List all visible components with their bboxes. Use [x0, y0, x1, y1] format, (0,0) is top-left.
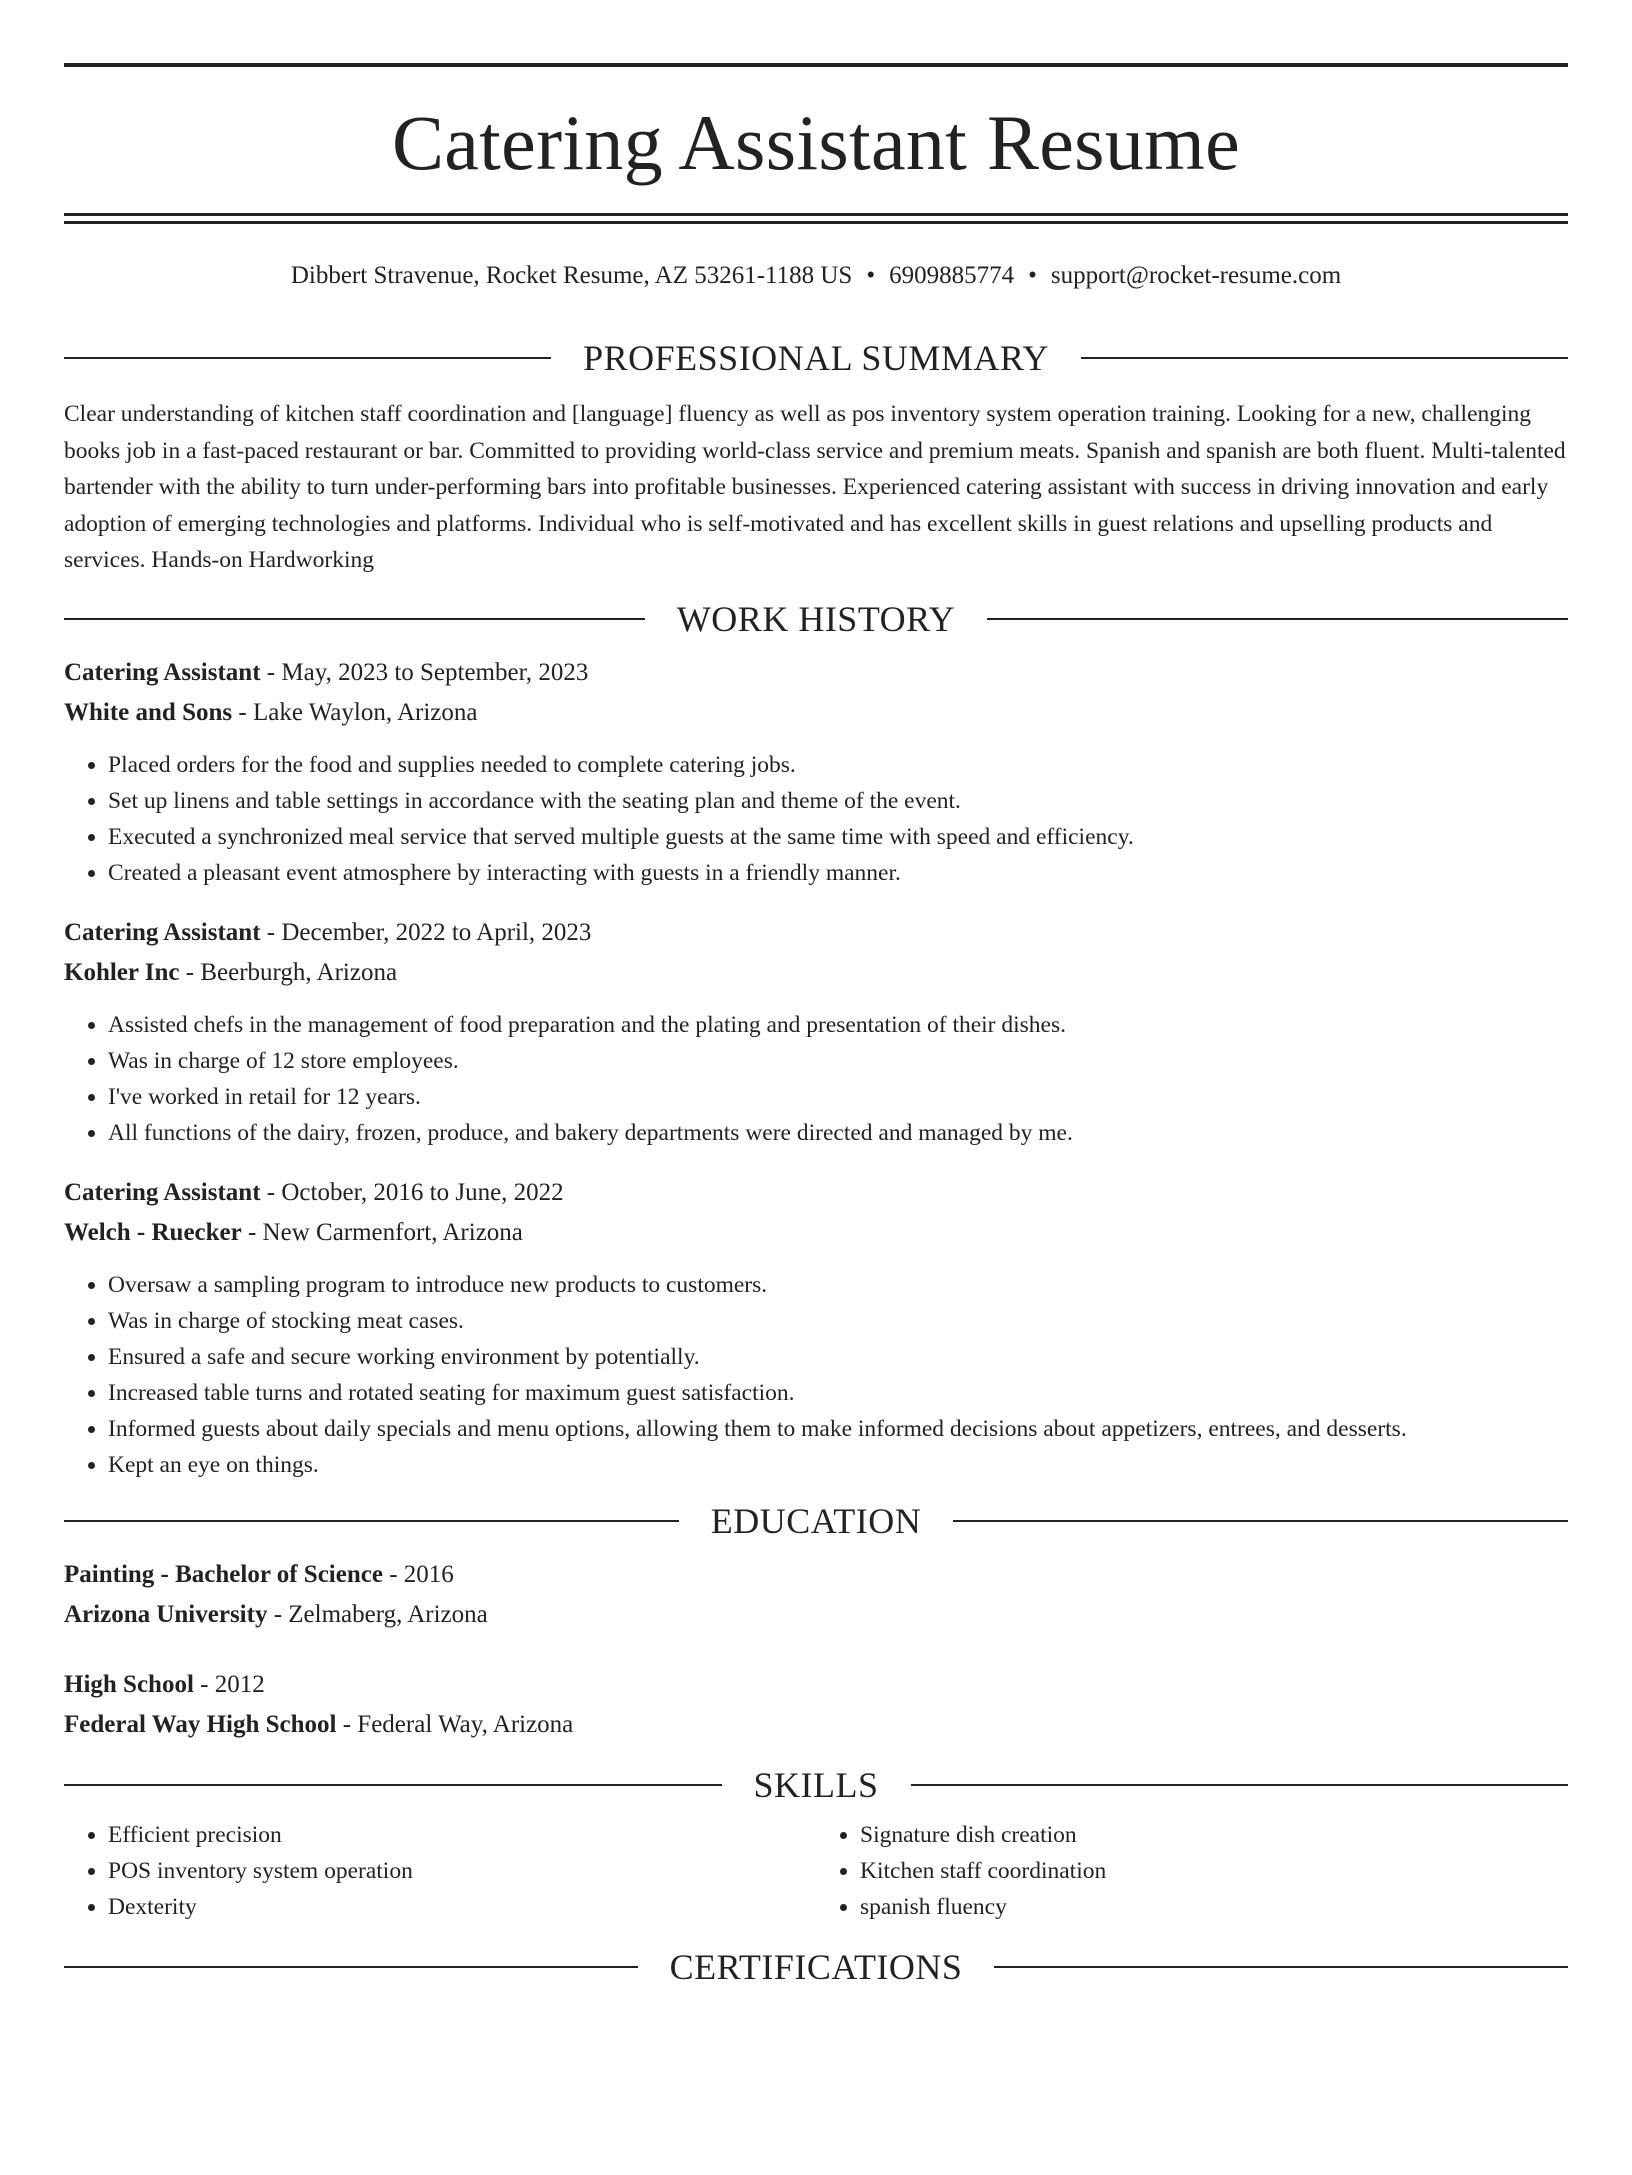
job-dates: - May, 2023 to September, 2023 [266, 658, 589, 686]
section-divider [64, 618, 645, 620]
section-divider [64, 1784, 722, 1786]
job-company-line [64, 1213, 1568, 1253]
job-title-line [64, 653, 1568, 693]
section-divider [994, 1966, 1568, 1968]
job-bullets [64, 1267, 1568, 1483]
education-school-line [64, 1705, 1568, 1745]
job-title-line [64, 913, 1568, 953]
job-bullet: • All functions of the dairy, frozen, produce, and bakery departments were directed and managed by me. [108, 1115, 1568, 1151]
education-school-line [64, 1595, 1568, 1635]
job-company-line [64, 953, 1568, 993]
section-divider [1081, 357, 1568, 359]
job-bullet: • Placed orders for the food and supplies needed to complete catering jobs. [108, 747, 1568, 783]
section-header-summary [64, 340, 1568, 376]
summary-paragraph: Clear understanding of kitchen staff coordination and [language] fluency as well as pos inventory system operation training. Looking for a new, challenging books job in a fast-paced restaurant or bar. Committed to providing world-class service and premium meats. Spanish and spanish are both fluent. Multi-talented bartender with the ability to turn under-performing bars into profitable businesses. Experienced catering assistant with success in driving innovation and early adoption of emerging technologies and platforms. Individual who is self-motivated and has excellent skills in guest relations and upselling products and services. Hands-on Hardworking [64, 401, 1566, 573]
job-company: Welch - Ruecker [64, 1218, 242, 1246]
job-bullet: • Created a pleasant event atmosphere by interacting with guests in a friendly manner. [108, 855, 1568, 891]
contact-separator: • [1028, 262, 1037, 289]
education-entry [64, 1555, 1568, 1635]
education-school: Arizona University [64, 1600, 268, 1628]
section-divider [64, 1966, 638, 1968]
job-company-line [64, 693, 1568, 733]
education-school: Federal Way High School [64, 1710, 337, 1738]
section-header-skills [64, 1764, 1568, 1805]
section-divider [953, 1520, 1568, 1522]
job-location: - Lake Waylon, Arizona [238, 698, 478, 726]
top-rule [64, 63, 1568, 67]
education-degree: High School [64, 1670, 194, 1698]
section-divider [64, 1520, 679, 1522]
contact-address: Dibbert Stravenue, Rocket Resume, AZ 53261-1188 US [290, 262, 853, 289]
job-bullet: • Ensured a safe and secure working environment by potentially. [108, 1339, 1568, 1375]
education-location: - Federal Way, Arizona [342, 1710, 574, 1738]
job-title-line [64, 1173, 1568, 1213]
section-title: CERTIFICATIONS [669, 1946, 963, 1987]
contact-email[interactable]: support@rocket-resume.com [1050, 262, 1342, 289]
section-divider [987, 618, 1568, 620]
job-bullet: • Informed guests about daily specials and menu options, allowing them to make informed decisions about appetizers, entrees, and desserts. [108, 1411, 1568, 1447]
job-bullet: • Kept an eye on things. [108, 1447, 1568, 1483]
education-entry [64, 1665, 1568, 1745]
job-bullets [64, 747, 1568, 891]
job-location: - New Carmenfort, Arizona [247, 1218, 523, 1246]
section-header-education [64, 1500, 1568, 1541]
education-location: - Zelmaberg, Arizona [273, 1600, 488, 1628]
education-degree: Painting - Bachelor of Science [64, 1560, 383, 1588]
job-bullet: • I've worked in retail for 12 years. [108, 1079, 1568, 1115]
job-bullets [64, 1007, 1568, 1151]
section-divider [64, 357, 551, 359]
skill-item: • Dexterity [108, 1889, 816, 1925]
job-dates: - October, 2016 to June, 2022 [266, 1178, 564, 1206]
education-degree-line [64, 1555, 1568, 1595]
job-title: Catering Assistant [64, 918, 261, 946]
skill-item: • Efficient precision [108, 1817, 816, 1853]
skills-grid [64, 1817, 1568, 1925]
skill-item: • spanish fluency [860, 1889, 1568, 1925]
title-double-rule [64, 213, 1568, 224]
education-degree-line [64, 1665, 1568, 1705]
section-header-certifications [64, 1946, 1568, 1987]
job-company: White and Sons [64, 698, 233, 726]
skill-item: • Kitchen staff coordination [860, 1853, 1568, 1889]
job-bullet: • Executed a synchronized meal service that served multiple guests at the same time with speed and efficiency. [108, 819, 1568, 855]
skills-column-left [64, 1817, 816, 1925]
job-bullet: • Assisted chefs in the management of food preparation and the plating and presentation of their dishes. [108, 1007, 1568, 1043]
resume-page [0, 63, 1632, 2175]
job-bullet: • Increased table turns and rotated seating for maximum guest satisfaction. [108, 1375, 1568, 1411]
job-title: Catering Assistant [64, 1178, 261, 1206]
contact-phone: 6909885774 [889, 262, 1015, 289]
contact-line [64, 263, 1568, 288]
job-entry [64, 1173, 1568, 1483]
job-entry [64, 653, 1568, 891]
section-title: SKILLS [753, 1764, 879, 1805]
job-company: Kohler Inc [64, 958, 180, 986]
job-bullet: • Was in charge of stocking meat cases. [108, 1303, 1568, 1339]
job-location: - Beerburgh, Arizona [185, 958, 398, 986]
education-year: - 2012 [200, 1670, 265, 1698]
section-title: EDUCATION [710, 1500, 922, 1541]
contact-separator: • [866, 262, 876, 289]
job-title: Catering Assistant [64, 658, 261, 686]
job-bullet: • Set up linens and table settings in accordance with the seating plan and theme of the event. [108, 783, 1568, 819]
job-entry [64, 913, 1568, 1151]
section-title: WORK HISTORY [676, 598, 956, 639]
section-title: PROFESSIONAL SUMMARY [583, 338, 1049, 378]
section-header-work-history [64, 598, 1568, 639]
section-divider [911, 1784, 1569, 1786]
job-bullet: • Oversaw a sampling program to introduce new products to customers. [108, 1267, 1568, 1303]
education-year: - 2016 [389, 1560, 454, 1588]
skill-item: • Signature dish creation [860, 1817, 1568, 1853]
job-dates: - December, 2022 to April, 2023 [266, 918, 592, 946]
job-bullet: • Was in charge of 12 store employees. [108, 1043, 1568, 1079]
resume-title: Catering Assistant Resume [391, 99, 1241, 186]
skill-item: • POS inventory system operation [108, 1853, 816, 1889]
skills-column-right [816, 1817, 1568, 1925]
